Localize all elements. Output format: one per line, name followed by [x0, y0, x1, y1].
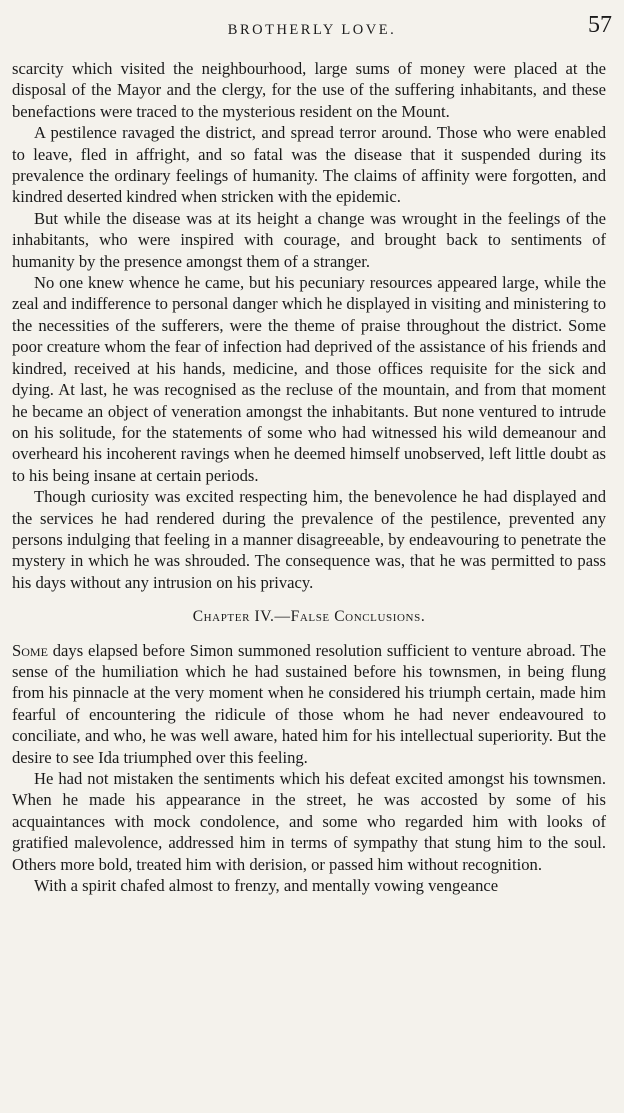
paragraph-text: days elapsed before Simon summoned resolution sufficient to venture abroad. The sense of the humiliation which he had sustained before his townsmen, in being flung from his pinnacle at the very moment when he considered his triumph certain, made him fearful of encountering the ridicule of those whom he had never endeavoured to conciliate, and who, he was well aware, hated him for his intellectual superiority. But the desire to see Ida triumphed over this feeling. — [12, 640, 606, 767]
paragraph — [12, 640, 606, 768]
page-number: 57 — [588, 12, 612, 38]
paragraph: A pestilence ravaged the district, and spread terror around. Those who were enabled to leave, fled in affright, and so fatal was the disease that it suspended during its prevalence the ordinary feelings of humanity. The claims of affinity were forgotten, and kindred deserted kindred when stricken with the epidemic. — [12, 123, 606, 207]
paragraph: No one knew whence he came, but his pecuniary resources appeared large, while the zeal and indifference to personal danger which he displayed in visiting and ministering to the necessities of the sufferers, were the theme of praise throughout the district. Some poor creature whom the fear of infection had deprived of the assistance of his friends and kindred, received at his hands, medicine, and those offices requisite for the sick and dying. At last, he was recognised as the recluse of the mountain, and from that moment he became an object of veneration amongst the inhabitants. But none ventured to intrude on his solitude, for the statements of some who had witnessed his wild demeanour and overheard his incoherent ravings when he deemed himself unobserved, left little doubt as to his being insane at certain periods. — [12, 273, 606, 485]
paragraph: He had not mistaken the sentiments which his defeat excited amongst his townsmen. When he made his appearance in the street, he was accosted by some of his acquaintances with mock condolence, and some who regarded him with looks of gratified malevolence, addressed him in terms of sympathy that stung him to the soul. Others more bold, treated him with derision, or passed him without recognition. — [12, 769, 606, 874]
paragraph: Though curiosity was excited respecting him, the benevolence he had displayed and the services he had rendered during the prevalence of the pestilence, prevented any persons indulging that feeling in a manner disagreeable, by endeavouring to penetrate the mystery in which he was shrouded. The consequence was, that he was permitted to pass his days without any intrusion on his privacy. — [12, 487, 606, 592]
chapter-heading: Chapter IV.—False Conclusions. — [192, 608, 426, 626]
paragraph: With a spirit chafed almost to frenzy, and mentally vowing vengeance — [34, 876, 499, 896]
lead-word: Some — [12, 640, 48, 660]
page-header — [0, 10, 624, 50]
body-text — [12, 58, 606, 896]
paragraph: scarcity which visited the neighbourhood, large sums of money were placed at the disposal of the Mayor and the clergy, for the use of the suffering inhabitants, and these benefactions were traced to the mysterious resident on the Mount. — [12, 59, 606, 121]
running-title: BROTHERLY LOVE. — [227, 22, 397, 38]
paragraph: But while the disease was at its height a change was wrought in the feelings of the inhabitants, who were inspired with courage, and brought back to sentiments of humanity by the presence amongst them of a stranger. — [12, 208, 606, 271]
